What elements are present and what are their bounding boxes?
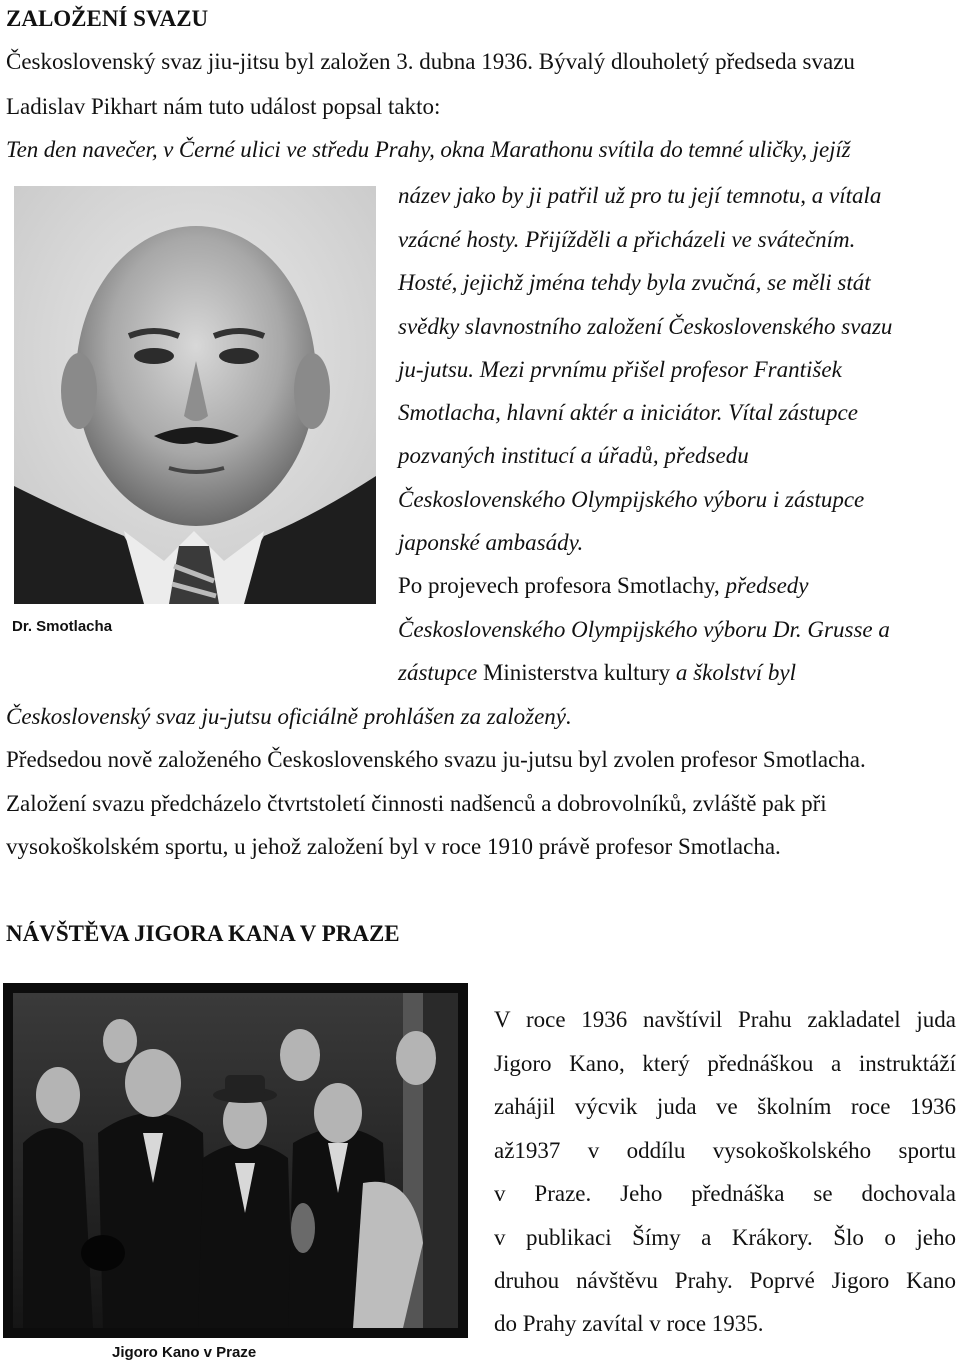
mixed-line-3-regular: Ministerstva kultury xyxy=(482,660,676,685)
mixed-line-1-italic: předsedy xyxy=(725,573,809,598)
visit-line-6: v publikaci Šímy a Krákory. Šlo o jeho xyxy=(494,1225,956,1250)
portrait-caption: Dr. Smotlacha xyxy=(12,618,113,635)
mixed-line-1-regular: Po projevech profesora Smotlachy, xyxy=(398,573,726,598)
visit-line-3: zahájil výcvik juda ve školním roce 1936 xyxy=(494,1094,956,1119)
visit-line-2: Jigoro Kano, který přednáškou a instruktáží xyxy=(494,1051,956,1076)
quote-line-6: ju-jutsu. Mezi prvnímu přišel profesor František xyxy=(398,357,842,382)
paragraph-history-2: vysokoškolském sportu, u jehož založení byl v roce 1910 právě profesor Smotlacha. xyxy=(6,834,781,859)
mixed-line-3 xyxy=(398,661,796,684)
kano-photo-caption: Jigoro Kano v Praze xyxy=(112,1344,257,1361)
quote-end: Československý svaz ju-jutsu oficiálně prohlášen za založený. xyxy=(6,704,572,729)
paragraph-history-1: Založení svazu předcházelo čtvrtstoletí činnosti nadšenců a dobrovolníků, zvláště pak při xyxy=(6,791,827,816)
quote-line-2: název jako by ji patřil už pro tu její temnotu, a vítala xyxy=(398,183,882,208)
quote-line-9: Československého Olympijského výboru i zástupce xyxy=(398,487,865,512)
mixed-line-3-italic-b: a školství byl xyxy=(675,660,796,685)
mixed-line-2: Československého Olympijského výboru Dr. Grusse a xyxy=(398,617,890,642)
quote-line-4: Hosté, jejichž jména tehdy byla zvučná, se měli stát xyxy=(398,270,871,295)
visit-line-8: do Prahy zavítal v roce 1935. xyxy=(494,1311,764,1336)
section-heading-visit: NÁVŠTĚVA JIGORA KANA V PRAZE xyxy=(6,921,400,946)
quote-line-3: vzácné hosty. Přijížděli a přicházeli ve svátečním. xyxy=(398,227,856,252)
visit-line-4: až1937 v oddílu vysokoškolského sportu xyxy=(494,1138,956,1163)
mixed-line-3-italic-a: zástupce xyxy=(398,660,483,685)
quote-line-5: svědky slavnostního založení Československého svazu xyxy=(398,314,893,339)
quote-line-1: Ten den navečer, v Černé ulici ve středu Prahy, okna Marathonu svítila do temné uličky, jejíž xyxy=(6,137,851,162)
paragraph-chairman: Předsedou nově založeného Československého svazu ju-jutsu byl zvolen profesor Smotlacha. xyxy=(6,747,866,772)
smotlacha-portrait xyxy=(14,186,376,604)
visit-line-7: druhou návštěvu Prahy. Poprvé Jigoro Kano xyxy=(494,1268,956,1293)
kano-group-photo xyxy=(3,983,468,1338)
visit-line-1: V roce 1936 navštívil Prahu zakladatel juda xyxy=(494,1007,956,1032)
intro-line-2: Ladislav Pikhart nám tuto událost popsal takto: xyxy=(6,94,441,119)
intro-line-1: Československý svaz jiu-jitsu byl založen 3. dubna 1936. Bývalý dlouholetý předseda svazu xyxy=(6,49,855,74)
quote-line-7: Smotlacha, hlavní aktér a iniciátor. Vítal zástupce xyxy=(398,400,858,425)
visit-line-5: v Praze. Jeho přednáška se dochovala xyxy=(494,1181,956,1206)
mixed-line-1 xyxy=(398,574,808,597)
section-heading-founding: ZALOŽENÍ SVAZU xyxy=(6,6,209,31)
quote-line-10: japonské ambasády. xyxy=(398,530,584,555)
quote-line-8: pozvaných institucí a úřadů, předsedu xyxy=(398,443,749,468)
